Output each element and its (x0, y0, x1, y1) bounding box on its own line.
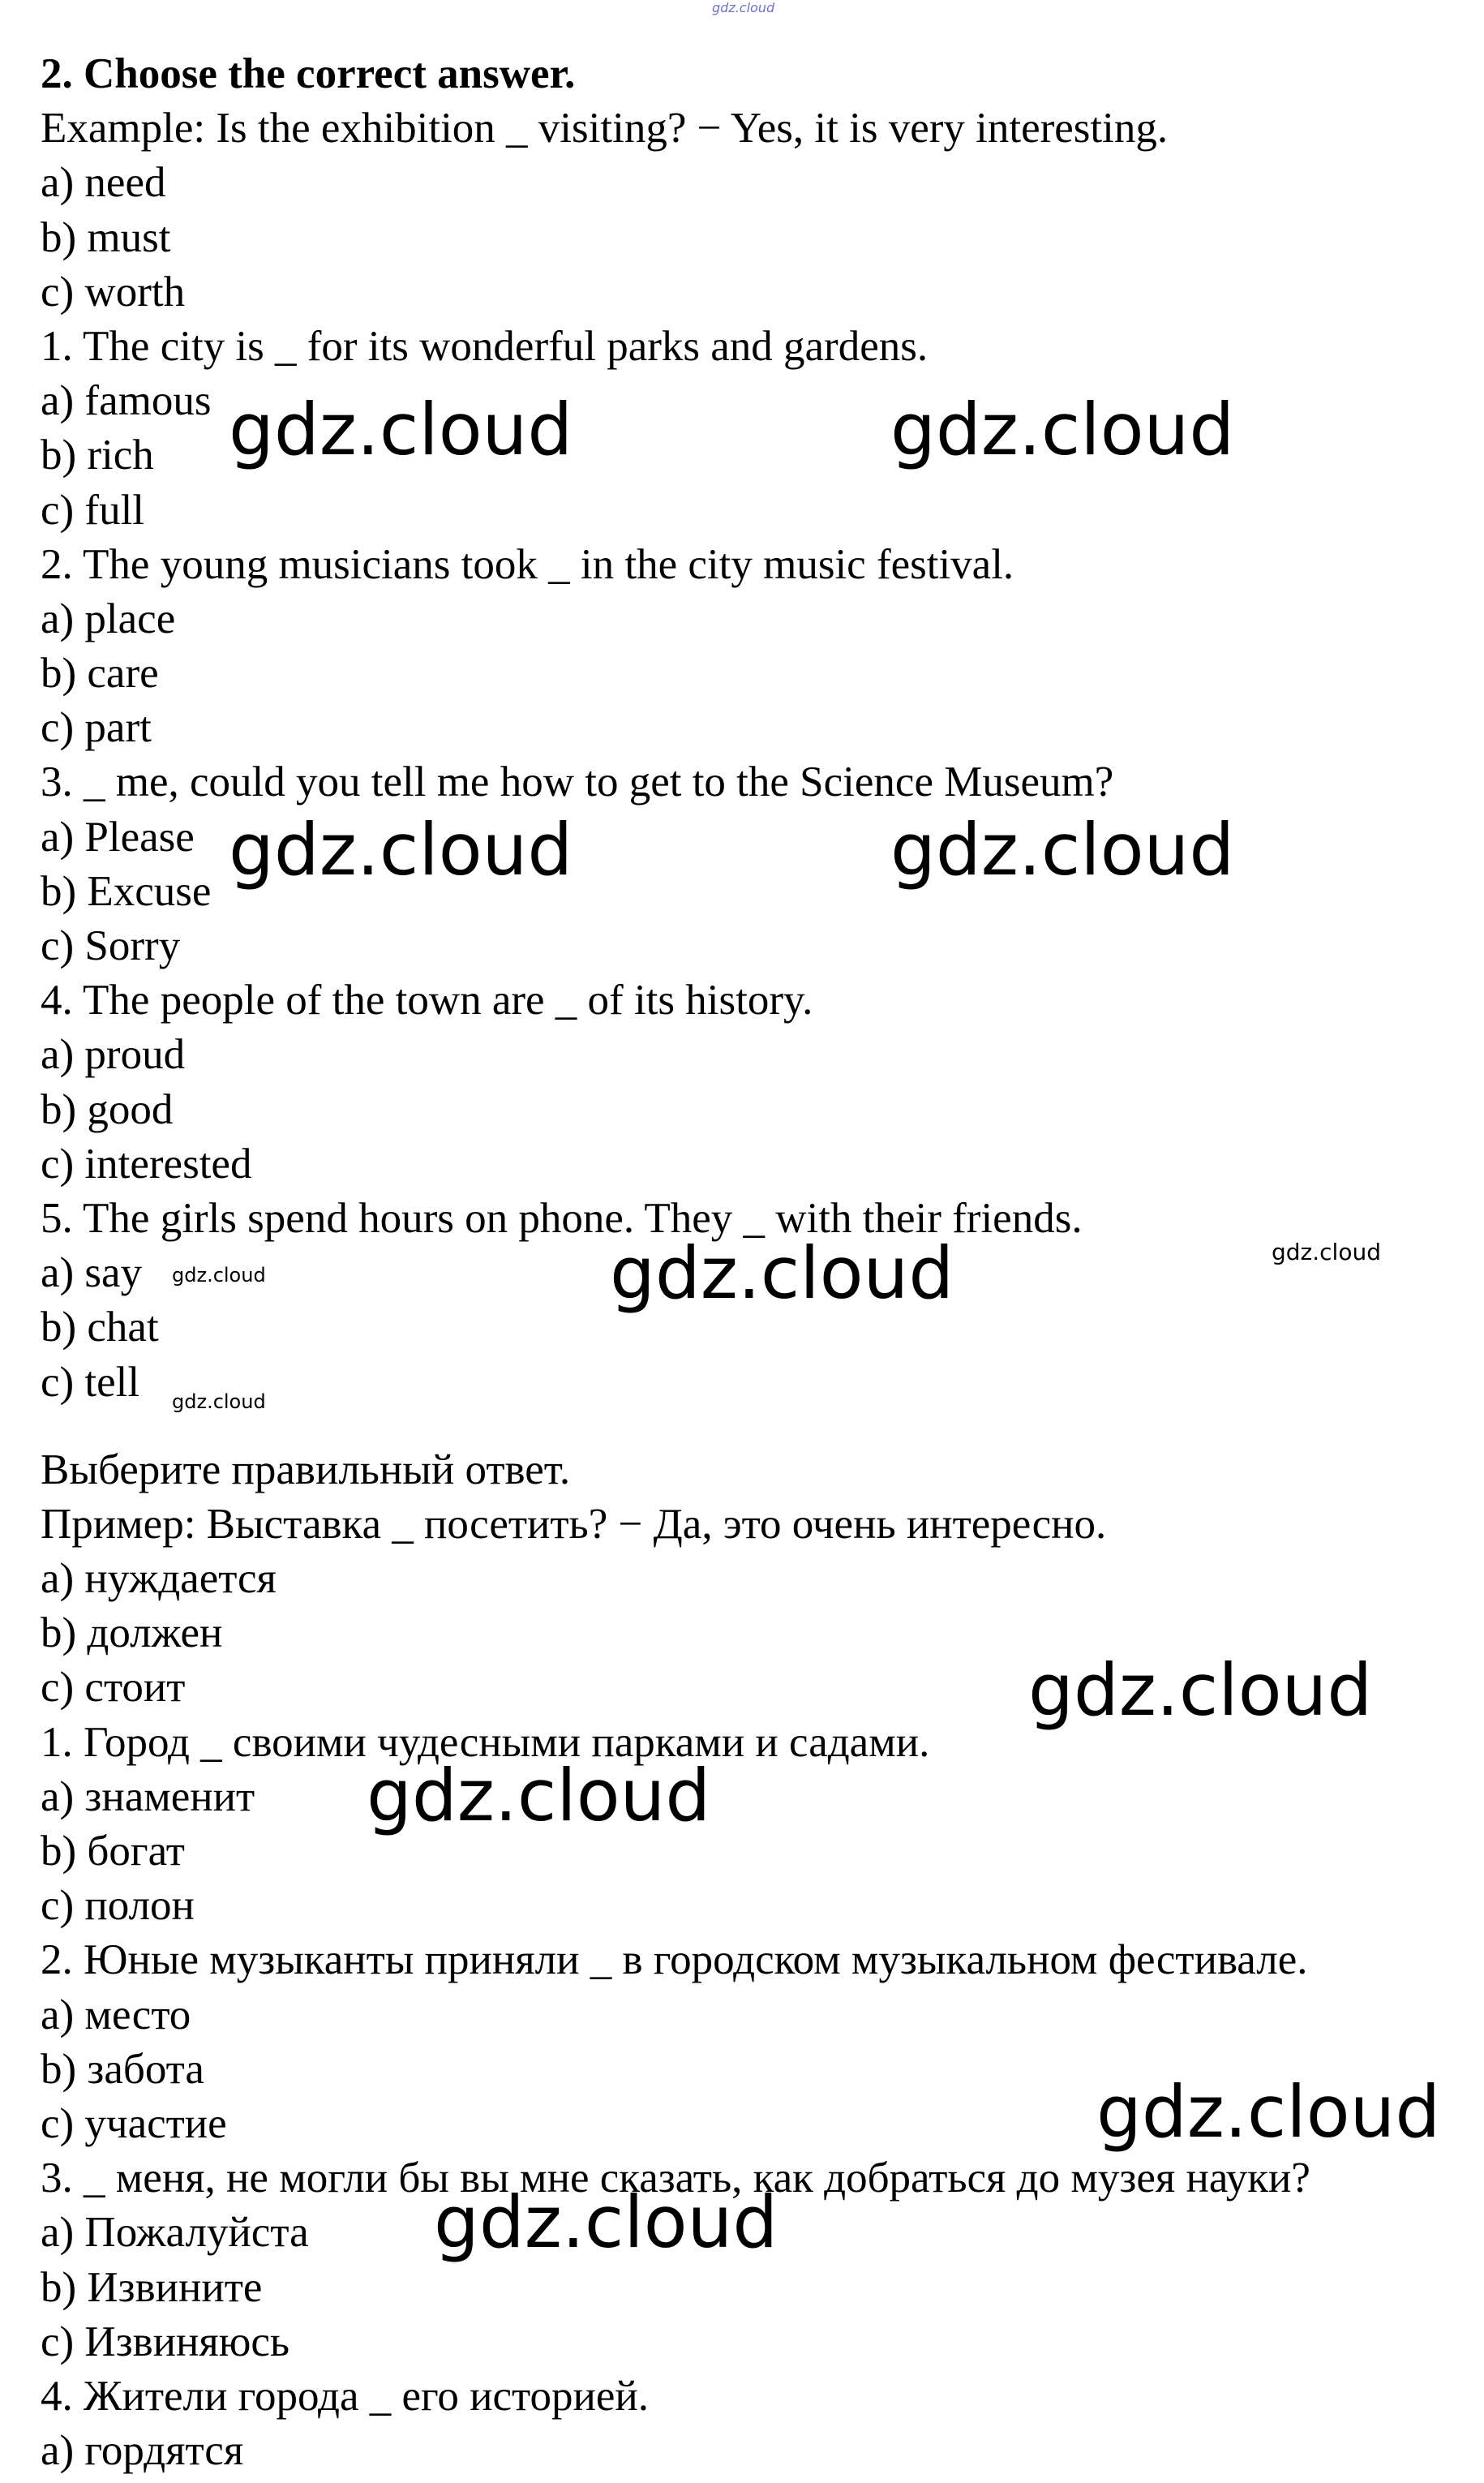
text-line: b) good (41, 1085, 174, 1133)
text-line: 1. Город _ своими чудесными парками и садами. (41, 1718, 930, 1766)
text-line: c) полон (41, 1882, 195, 1930)
text-line: c) стоит (41, 1664, 186, 1712)
text-line: a) Please (41, 813, 195, 861)
text-line: Выберите правильный ответ. (41, 1446, 571, 1493)
watermark: gdz.cloud (367, 1754, 711, 1837)
text-line: c) Sorry (41, 922, 181, 969)
exercise-heading: 2. Choose the correct answer. (41, 50, 576, 97)
text-line: 2. Юные музыканты приняли _ в городском музыкальном фестивале. (41, 1936, 1308, 1984)
watermark: gdz.cloud (890, 388, 1235, 471)
text-line: 2. The young musicians took _ in the city music festival. (41, 540, 1014, 588)
text-line: a) place (41, 595, 176, 642)
text-line: b) rich (41, 432, 154, 479)
text-line: c) full (41, 486, 145, 534)
watermark: gdz.cloud (434, 2180, 778, 2264)
text-line: 4. The people of the town are _ of its history. (41, 977, 813, 1025)
text-line: a) need (41, 159, 166, 207)
watermark: gdz.cloud (229, 808, 573, 891)
text-line: a) Пожалуйста (41, 2209, 309, 2257)
text-line: a) гордятся (41, 2427, 244, 2475)
watermark: gdz.cloud (172, 1264, 266, 1287)
watermark: gdz.cloud (1096, 2070, 1441, 2154)
text-line: c) tell (41, 1358, 140, 1406)
text-line: a) proud (41, 1031, 186, 1079)
text-line: Пример: Выставка _ посетить? − Да, это очень интересно. (41, 1500, 1107, 1548)
text-line: b) Извините (41, 2263, 263, 2311)
watermark: gdz.cloud (1028, 1648, 1373, 1732)
text-line: a) нуждается (41, 1555, 277, 1603)
text-line: b) должен (41, 1609, 223, 1657)
text-line: a) знаменит (41, 1772, 255, 1820)
text-line: b) care (41, 650, 159, 698)
text-line: a) say (41, 1249, 143, 1297)
text-line: 1. The city is _ for its wonderful parks and gardens. (41, 322, 929, 370)
watermark: gdz.cloud (610, 1231, 954, 1315)
text-line: b) chat (41, 1304, 159, 1351)
watermark: gdz.cloud (1272, 1239, 1381, 1265)
text-line: b) must (41, 213, 171, 261)
text-line: b) Excuse (41, 867, 212, 915)
text-line: 5. The girls spend hours on phone. They _ with their friends. (41, 1194, 1083, 1242)
text-line: b) забота (41, 2045, 204, 2093)
section-gap (41, 1410, 1468, 1443)
watermark: gdz.cloud (229, 388, 573, 471)
text-line: c) worth (41, 268, 186, 316)
text-line: 3. _ me, could you tell me how to get to the Science Museum? (41, 758, 1114, 806)
watermark: gdz.cloud (890, 808, 1235, 891)
text-line: a) место (41, 1991, 191, 2038)
text-line: Example: Is the exhibition _ visiting? − Yes, it is very interesting. (41, 105, 1169, 153)
text-line: c) interested (41, 1140, 252, 1188)
text-line: c) участие (41, 2099, 227, 2147)
text-line: c) part (41, 704, 152, 752)
text-line: a) famous (41, 377, 212, 425)
text-line: b) богат (41, 1828, 185, 1875)
text-line: 3. _ меня, не могли бы вы мне сказать, как добраться до музея науки? (41, 2154, 1310, 2202)
text-line: 4. Жители города _ его историей. (41, 2372, 650, 2420)
watermark: gdz.cloud (172, 1390, 266, 1413)
watermark-top: gdz.cloud (712, 0, 775, 15)
text-line: c) Извиняюсь (41, 2318, 290, 2365)
